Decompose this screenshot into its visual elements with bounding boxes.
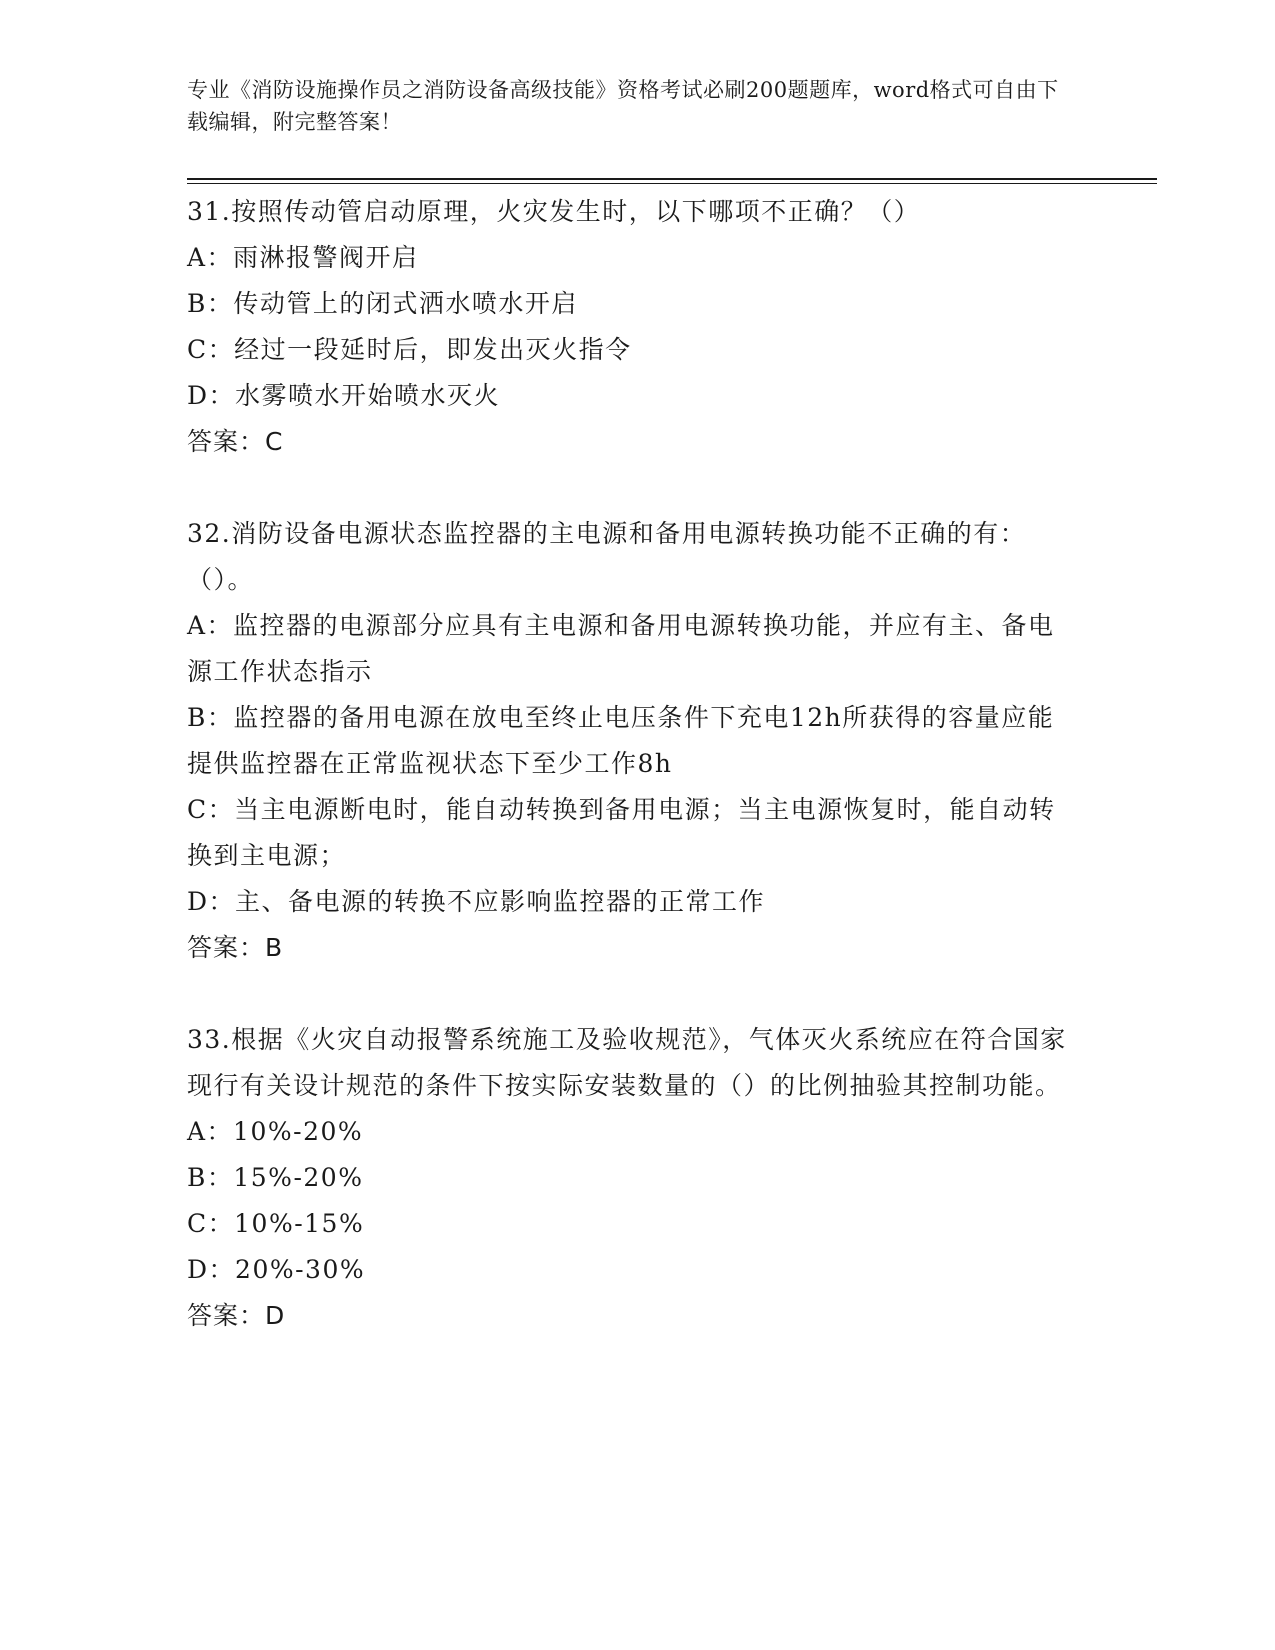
question-stem: 33.根据《火灾自动报警系统施工及验收规范》，气体灭火系统应在符合国家现行有关设计规范的条件下按实际安装数量的（）的比例抽验其控制功能。 [187,1025,1067,1100]
answer: 答案：D [187,1301,286,1330]
question-32 [187,511,1077,971]
question-list [187,189,1077,1385]
option-d: D：主、备电源的转换不应影响监控器的正常工作 [187,887,766,916]
question-stem: 31.按照传动管启动原理，火灾发生时，以下哪项不正确？（） [187,197,921,226]
document-header: 专业《消防设施操作员之消防设备高级技能》资格考试必刷200题题库，word格式可自由下载编辑，附完整答案！ [187,78,1059,134]
option-d: D：水雾喷水开始喷水灭火 [187,381,501,410]
option-c: C：经过一段延时后，即发出灭火指令 [187,335,632,364]
answer: 答案：B [187,933,284,962]
option-a: A：10%-20% [187,1117,364,1146]
question-33 [187,1017,1077,1339]
option-a: A：雨淋报警阀开启 [187,243,419,272]
header-divider-thin [187,183,1157,184]
option-b: B：15%-20% [187,1163,364,1192]
header-divider-thick [187,178,1157,180]
question-stem: 32.消防设备电源状态监控器的主电源和备用电源转换功能不正确的有：（）。 [187,519,1027,594]
answer: 答案：C [187,427,284,456]
option-c: C：10%-15% [187,1209,365,1238]
option-a: A：监控器的电源部分应具有主电源和备用电源转换功能，并应有主、备电源工作状态指示 [187,611,1055,686]
option-b: B：传动管上的闭式洒水喷水开启 [187,289,578,318]
option-b: B：监控器的备用电源在放电至终止电压条件下充电12h所获得的容量应能提供监控器在正常监视状态下至少工作8h [187,703,1055,778]
option-c: C：当主电源断电时，能自动转换到备用电源；当主电源恢复时，能自动转换到主电源； [187,795,1056,870]
option-d: D：20%-30% [187,1255,366,1284]
question-31 [187,189,1077,465]
